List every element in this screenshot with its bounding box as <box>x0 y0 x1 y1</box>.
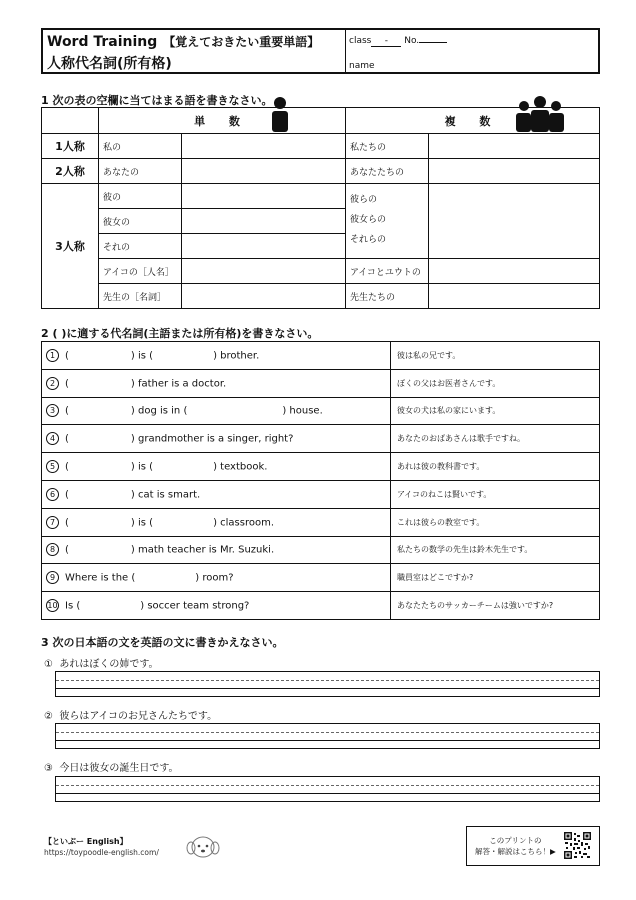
question-number: 2 <box>46 377 59 390</box>
answer-blank[interactable] <box>429 134 600 159</box>
answer-blank[interactable] <box>182 134 346 159</box>
poodle-logo-icon <box>183 830 223 860</box>
answer-blank[interactable] <box>182 159 346 184</box>
answer-blank[interactable] <box>182 234 346 259</box>
table-row <box>42 134 600 159</box>
question-text: ( <box>65 405 69 417</box>
title-block <box>43 30 346 72</box>
japanese-translation: あれは彼の教科書です。 <box>391 453 600 481</box>
class-field[interactable]: class - No. <box>349 36 447 47</box>
table-row <box>42 369 600 397</box>
name-field[interactable]: name <box>349 61 375 71</box>
question-number: 6 <box>46 488 59 501</box>
table-row <box>42 508 600 536</box>
plural-cell: アイコとユウトの <box>346 259 429 284</box>
question-number: 4 <box>46 432 59 445</box>
singular-cell: 私の <box>99 134 182 159</box>
question-text: ) is ( <box>130 461 154 473</box>
question-number: 3 <box>46 404 59 417</box>
table-row <box>42 342 600 370</box>
person-label: 3人称 <box>42 184 99 309</box>
table-row <box>42 453 600 481</box>
worksheet-topic: 人称代名詞(所有格) <box>47 56 172 72</box>
writing-line[interactable] <box>55 671 600 697</box>
question-text: ) classroom. <box>213 517 275 529</box>
question-text: ( <box>65 378 69 390</box>
person-label: 1人称 <box>42 134 99 159</box>
question-text: ( <box>65 461 69 473</box>
question-text: ( <box>65 433 69 445</box>
question-text: ) math teacher is Mr. Suzuki. <box>130 544 275 556</box>
pronoun-table <box>41 107 600 309</box>
writing-line[interactable] <box>55 776 600 802</box>
singular-cell: それの <box>99 234 182 259</box>
plural-cell: あなたたちの <box>346 159 429 184</box>
number-field[interactable]: No. <box>404 36 447 46</box>
plural-cell-group: 彼らの 彼女らの それらの <box>346 184 429 259</box>
japanese-translation: 彼は私の兄です。 <box>391 342 600 370</box>
table-row <box>42 397 600 425</box>
answer-blank[interactable] <box>429 284 600 309</box>
table-row <box>42 592 600 620</box>
question-text: ( <box>65 489 69 501</box>
question-text: Is ( <box>65 600 81 612</box>
singular-header: 単 数 <box>99 108 346 134</box>
question-text: ) room? <box>195 572 234 584</box>
person-label: 2人称 <box>42 159 99 184</box>
japanese-translation: これは彼らの教室です。 <box>391 508 600 536</box>
question-cell[interactable] <box>42 536 391 564</box>
japanese-translation: アイコのねこは賢いです。 <box>391 480 600 508</box>
question-text: ) house. <box>282 405 323 417</box>
question-text: ( <box>65 350 69 362</box>
worksheet-subtitle: 【覚えておきたい重要単語】 <box>163 35 320 49</box>
table-row <box>42 425 600 453</box>
question-text: ) soccer team strong? <box>140 600 250 612</box>
question-text: ) brother. <box>213 350 260 362</box>
question-cell[interactable] <box>42 592 391 620</box>
japanese-translation: ぼくの父はお医者さんです。 <box>391 369 600 397</box>
plural-cell: 先生たちの <box>346 284 429 309</box>
japanese-translation: 私たちの数学の先生は鈴木先生です。 <box>391 536 600 564</box>
question-text: ) is ( <box>130 350 154 362</box>
brand-url[interactable]: https://toypoodle-english.com/ <box>44 848 159 857</box>
question-text: Where is the ( <box>65 572 136 584</box>
question-text: ( <box>65 544 69 556</box>
answer-link-box[interactable] <box>466 826 600 866</box>
singular-cell: 彼の <box>99 184 182 209</box>
question-cell[interactable] <box>42 480 391 508</box>
translation-prompt: ② 彼らはアイコのお兄さんたちです。 <box>44 711 218 722</box>
plural-cell: 私たちの <box>346 134 429 159</box>
singular-cell: 彼女の <box>99 209 182 234</box>
question-text: ) father is a doctor. <box>130 378 227 390</box>
question-text: ) is ( <box>130 517 154 529</box>
answer-blank[interactable] <box>429 184 600 259</box>
table-row <box>42 564 600 592</box>
translation-prompt: ① あれはぼくの姉です。 <box>44 659 159 670</box>
question-number: 10 <box>47 601 58 611</box>
answer-link-text: このプリントの 解答・解説はこちら！▶ <box>475 836 556 856</box>
section3-title: 3 次の日本語の文を英語の文に書きかえなさい。 <box>41 636 284 649</box>
fill-in-table <box>41 341 600 620</box>
plural-header: 複 数 <box>346 108 600 134</box>
question-number: 5 <box>46 460 59 473</box>
translation-prompt: ③ 今日は彼女の誕生日です。 <box>44 763 179 774</box>
table-row <box>42 184 600 209</box>
answer-blank[interactable] <box>429 259 600 284</box>
table-row <box>42 536 600 564</box>
japanese-translation: あなたのおばあさんは歌手ですね。 <box>391 425 600 453</box>
question-cell[interactable] <box>42 369 391 397</box>
answer-blank[interactable] <box>182 184 346 209</box>
writing-line[interactable] <box>55 723 600 749</box>
question-number: 9 <box>46 571 59 584</box>
question-text: ) grandmother is a singer, right? <box>130 433 294 445</box>
answer-blank[interactable] <box>182 209 346 234</box>
answer-blank[interactable] <box>429 159 600 184</box>
worksheet-title: Word Training <box>47 34 158 50</box>
table-row <box>42 159 600 184</box>
japanese-translation: 職員室はどこですか? <box>391 564 600 592</box>
brand-name: 【といぷー English】 <box>44 837 128 846</box>
table-row <box>42 480 600 508</box>
singular-cell: 先生の［名詞］ <box>99 284 182 309</box>
question-cell[interactable] <box>42 425 391 453</box>
section2-title: 2 ( )に適する代名詞(主語または所有格)を書きなさい。 <box>41 327 319 340</box>
question-cell[interactable] <box>42 397 391 425</box>
question-number: 8 <box>46 543 59 556</box>
singular-cell: アイコの［人名］ <box>99 259 182 284</box>
question-text: ) textbook. <box>213 461 268 473</box>
answer-blank[interactable] <box>182 284 346 309</box>
section1-title: 1 次の表の空欄に当てはまる語を書きなさい。 <box>41 94 273 107</box>
question-text: ) dog is in ( <box>130 405 188 417</box>
question-number: 7 <box>46 516 59 529</box>
worksheet-header <box>41 28 600 74</box>
table-row <box>42 284 600 309</box>
japanese-translation: あなたたちのサッカーチームは強いですか? <box>391 592 600 620</box>
singular-cell: あなたの <box>99 159 182 184</box>
question-cell[interactable] <box>42 508 391 536</box>
table-row <box>42 259 600 284</box>
question-text: ) cat is smart. <box>130 489 201 501</box>
question-cell[interactable] <box>42 342 391 370</box>
question-cell[interactable] <box>42 564 391 592</box>
class-blank[interactable]: - <box>371 36 401 47</box>
japanese-translation: 彼女の犬は私の家にいます。 <box>391 397 600 425</box>
qr-code-icon[interactable] <box>564 832 591 859</box>
question-text: ( <box>65 517 69 529</box>
table-header-row <box>42 108 600 134</box>
question-number: 1 <box>46 349 59 362</box>
question-cell[interactable] <box>42 453 391 481</box>
answer-blank[interactable] <box>182 259 346 284</box>
